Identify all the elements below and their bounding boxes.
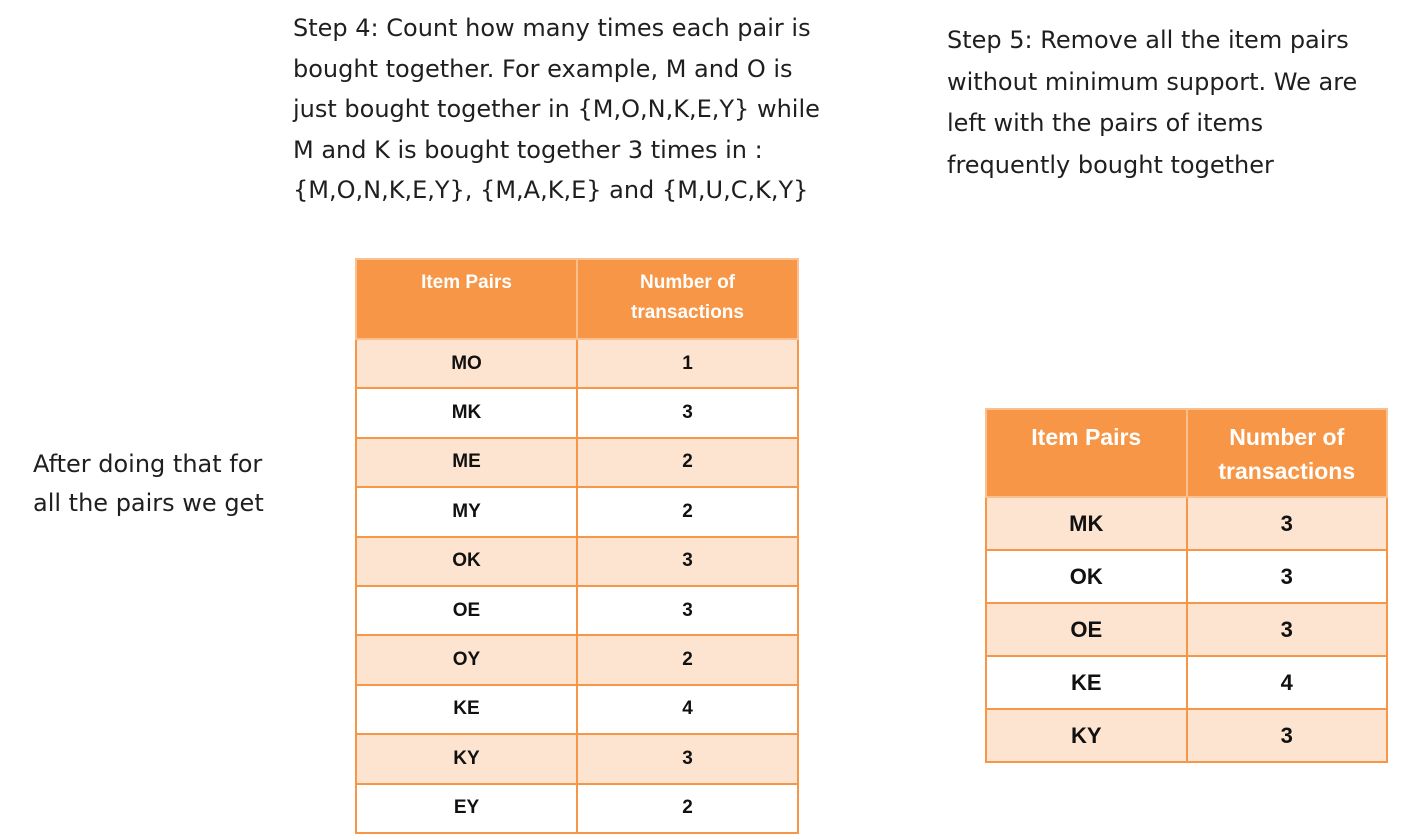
header-number-of-transactions <box>577 259 798 339</box>
step5-line: without minimum support. We are <box>947 67 1358 96</box>
count-cell: 3 <box>577 586 798 635</box>
table-header-row <box>356 259 798 339</box>
pair-cell: OY <box>356 635 577 684</box>
count-cell: 3 <box>1187 603 1388 656</box>
step4-line: just bought together in {M,O,N,K,E,Y} while <box>293 95 820 123</box>
pair-cell: KE <box>986 656 1187 709</box>
table-row <box>986 656 1387 709</box>
count-cell: 3 <box>1187 550 1388 603</box>
table-row <box>986 550 1387 603</box>
count-cell: 3 <box>1187 497 1388 550</box>
pair-cell: ME <box>356 438 577 487</box>
table-row <box>986 497 1387 550</box>
pair-cell: MY <box>356 487 577 536</box>
after-line: After doing that for <box>33 450 263 478</box>
table-row <box>356 388 798 437</box>
step4-line: {M,O,N,K,E,Y}, {M,A,K,E} and {M,U,C,K,Y} <box>293 176 809 204</box>
step4-line: bought together. For example, M and O is <box>293 54 793 83</box>
step5-line: frequently bought together <box>947 150 1274 179</box>
table-header-row <box>986 409 1387 497</box>
after-line: all the pairs we get <box>33 489 264 517</box>
step5-line: Step 5: Remove all the item pairs <box>947 26 1349 54</box>
table-row <box>356 734 798 783</box>
count-cell: 3 <box>1187 709 1388 762</box>
table-row <box>356 635 798 684</box>
pair-cell: OE <box>356 586 577 635</box>
table-row <box>356 339 798 388</box>
header-count-line: transactions <box>631 302 744 323</box>
step4-line: M and K is bought together 3 times in : <box>293 135 763 164</box>
pair-cell: EY <box>356 784 577 833</box>
pair-cell: OE <box>986 603 1187 656</box>
header-count-line: Number of <box>1229 424 1345 450</box>
count-cell: 4 <box>577 685 798 734</box>
count-cell: 4 <box>1187 656 1388 709</box>
header-item-pairs: Item Pairs <box>986 409 1187 497</box>
after-text <box>33 445 264 523</box>
pair-cell: KE <box>356 685 577 734</box>
step4-line: Step 4: Count how many times each pair is <box>293 14 811 42</box>
table-row <box>356 685 798 734</box>
count-cell: 2 <box>577 784 798 833</box>
count-cell: 1 <box>577 339 798 388</box>
table-row <box>356 438 798 487</box>
header-number-of-transactions <box>1187 409 1388 497</box>
count-cell: 3 <box>577 388 798 437</box>
table-row <box>356 784 798 833</box>
pair-cell: MK <box>356 388 577 437</box>
pair-cell: OK <box>986 550 1187 603</box>
pair-cell: MK <box>986 497 1187 550</box>
table-row <box>356 487 798 536</box>
header-count-line: transactions <box>1218 458 1356 484</box>
pair-cell: KY <box>986 709 1187 762</box>
all-pairs-table <box>355 258 799 834</box>
count-cell: 2 <box>577 438 798 487</box>
pair-cell: MO <box>356 339 577 388</box>
step5-line: left with the pairs of items <box>947 109 1264 137</box>
frequent-pairs-table <box>985 408 1388 763</box>
pair-cell: OK <box>356 537 577 586</box>
count-cell: 2 <box>577 487 798 536</box>
count-cell: 2 <box>577 635 798 684</box>
step5-text <box>947 20 1426 186</box>
pair-cell: KY <box>356 734 577 783</box>
header-item-pairs: Item Pairs <box>356 259 577 339</box>
header-count-line: Number of <box>640 272 735 293</box>
table-row <box>356 537 798 586</box>
table-row <box>986 603 1387 656</box>
step4-text <box>293 8 893 211</box>
table-row <box>986 709 1387 762</box>
count-cell: 3 <box>577 734 798 783</box>
count-cell: 3 <box>577 537 798 586</box>
table-row <box>356 586 798 635</box>
